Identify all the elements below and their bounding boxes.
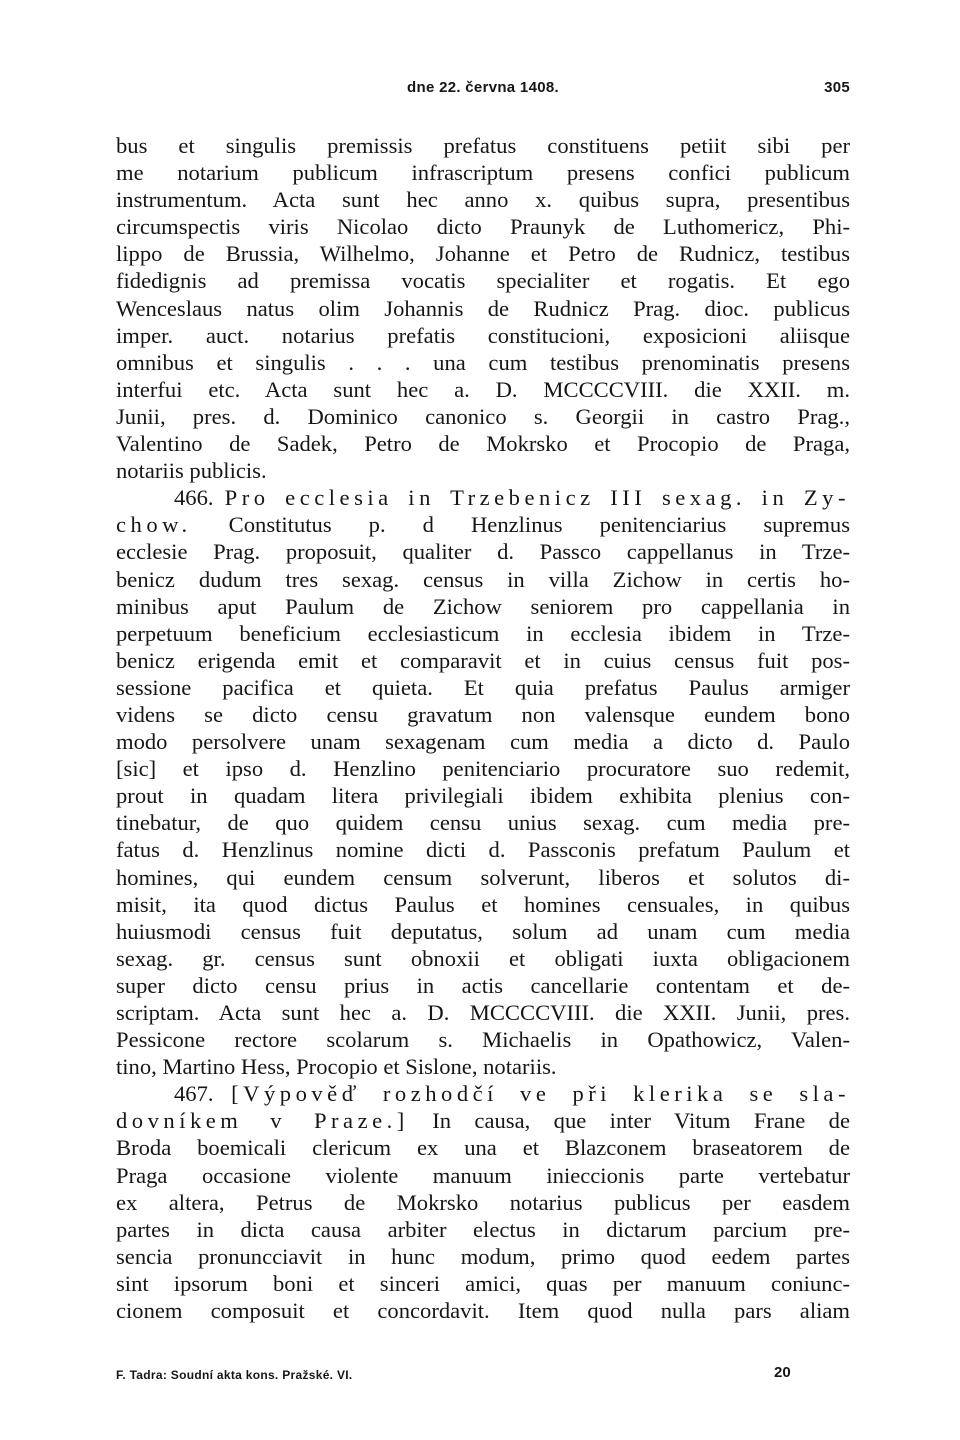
text-line: cionem composuit et concordavit. Item quod nulla pars aliam [116,1298,850,1324]
entry-title: Pro ecclesia in Trzebenicz III sexag. in Zy- [224,485,850,511]
text-line: super dicto censu prius in actis cancellarie contentam et de- [116,972,850,998]
page-footer [116,1364,850,1384]
text-line: benicz dudum tres sexag. census in villa Zichow in certis ho- [116,566,850,592]
text-line: modo persolvere unam sexagenam cum media a dicto d. Paulo [116,729,850,755]
text-line: benicz erigenda emit et comparavit et in cuius census fuit pos- [116,647,850,673]
text-line: Broda boemicali clericum ex una et Blazconem braseatorem de [116,1135,850,1161]
text-line: prout in quadam litera privilegiali ibidem exhibita plenius con- [116,783,850,809]
text-line: circumspectis viris Nicolao dicto Praunyk de Luthomericz, Phi- [116,214,850,240]
text-line: sencia pronuncciavit in hunc modum, primo quod eedem partes [116,1243,850,1269]
text-line: perpetuum beneficium ecclesiasticum in ecclesia ibidem in Trze- [116,620,850,646]
text-run: In causa, que inter Vitum Frane de [408,1108,851,1134]
text-line: tino, Martino Hess, Procopio et Sislone, notariis. [116,1054,557,1080]
text-line: Pessicone rectore scolarum s. Michaelis in Opathowicz, Valen- [116,1027,850,1053]
entry-title-continued: chow. [116,512,192,538]
text-line [116,511,850,538]
text-line: [sic] et ipso d. Henzlino penitenciario procuratore suo redemit, [116,756,850,782]
text-line: Valentino de Sadek, Petro de Mokrsko et Procopio de Praga, [116,431,850,457]
text-line: homines, qui eundem censum solverunt, liberos et solutos di- [116,864,850,890]
text-line: omnibus et singulis . . . una cum testibus prenominatis presens [116,349,850,375]
text-line: ex altera, Petrus de Mokrsko notarius publicus per easdem [116,1189,850,1215]
text-line: notariis publicis. [116,458,267,484]
entry-title: [Výpověď rozhodčí ve při klerika se sla- [231,1081,850,1107]
text-line: sessione pacifica et quieta. Et quia prefatus Paulus armiger [116,674,850,700]
text-line: bus et singulis premissis prefatus constituens petiit sibi per [116,133,850,158]
text-line: tinebatur, de quo quidem censu unius sexag. cum media pre- [116,810,850,836]
text-line: fatus d. Henzlinus nomine dicti d. Passconis prefatum Paulum et [116,837,850,863]
entry-number: 467. [174,1081,214,1107]
running-title: dne 22. června 1408. [407,79,559,96]
text-line: interfui etc. Acta sunt hec a. D. MCCCCVIII. die XXII. m. [116,376,850,402]
text-line: Wenceslaus natus olim Johannis de Rudnicz Prag. dioc. publicus [116,295,850,321]
text-line: Praga occasione violente manuum inieccionis parte vertebatur [116,1162,850,1188]
page-number: 305 [824,79,850,96]
text-line: misit, ita quod dictus Paulus et homines censuales, in quibus [116,891,850,917]
text-line: videns se dicto censu gravatum non valensque eundem bono [116,701,850,727]
text-line: instrumentum. Acta sunt hec anno x. quibus supra, presentibus [116,187,850,213]
page-header [116,79,850,101]
entry-467-heading [116,1080,850,1107]
printer-signature: F. Tadra: Soudní akta kons. Pražské. VI. [116,1368,353,1382]
text-line [116,1107,850,1134]
text-line: minibus aput Paulum de Zichow seniorem pro cappellania in [116,593,850,619]
text-line: imper. auct. notarius prefatis constitucioni, exposicioni aliisque [116,322,850,348]
text-line: huiusmodi census fuit deputatus, solum ad unam cum media [116,918,850,944]
text-line: partes in dicta causa arbiter electus in dictarum parcium pre- [116,1216,850,1242]
entry-466-heading [116,484,850,511]
text-line: fidedignis ad premissa vocatis specialiter et rogatis. Et ego [116,268,850,294]
text-line: sexag. gr. census sunt obnoxii et obligati iuxta obligacionem [116,945,850,971]
body-text [116,132,850,1324]
text-line: sint ipsorum boni et sinceri amici, quas per manuum coniunc- [116,1270,850,1296]
sheet-number: 20 [774,1364,791,1381]
entry-title-continued: dovníkem v Praze.] [116,1108,409,1134]
text-line: me notarium publicum infrascriptum presens confici publicum [116,160,850,186]
entry-number: 466. [174,485,214,511]
text-line: lippo de Brussia, Wilhelmo, Johanne et Petro de Rudnicz, testibus [116,241,850,267]
text-line: Junii, pres. d. Dominico canonico s. Georgii in castro Prag., [116,403,850,429]
text-line: scriptam. Acta sunt hec a. D. MCCCCVIII. die XXII. Junii, pres. [116,1000,850,1025]
text-run: Constitutus p. d Henzlinus penitenciarius supremus [191,512,850,538]
text-line: ecclesie Prag. proposuit, qualiter d. Passco cappellanus in Trze- [116,539,850,565]
